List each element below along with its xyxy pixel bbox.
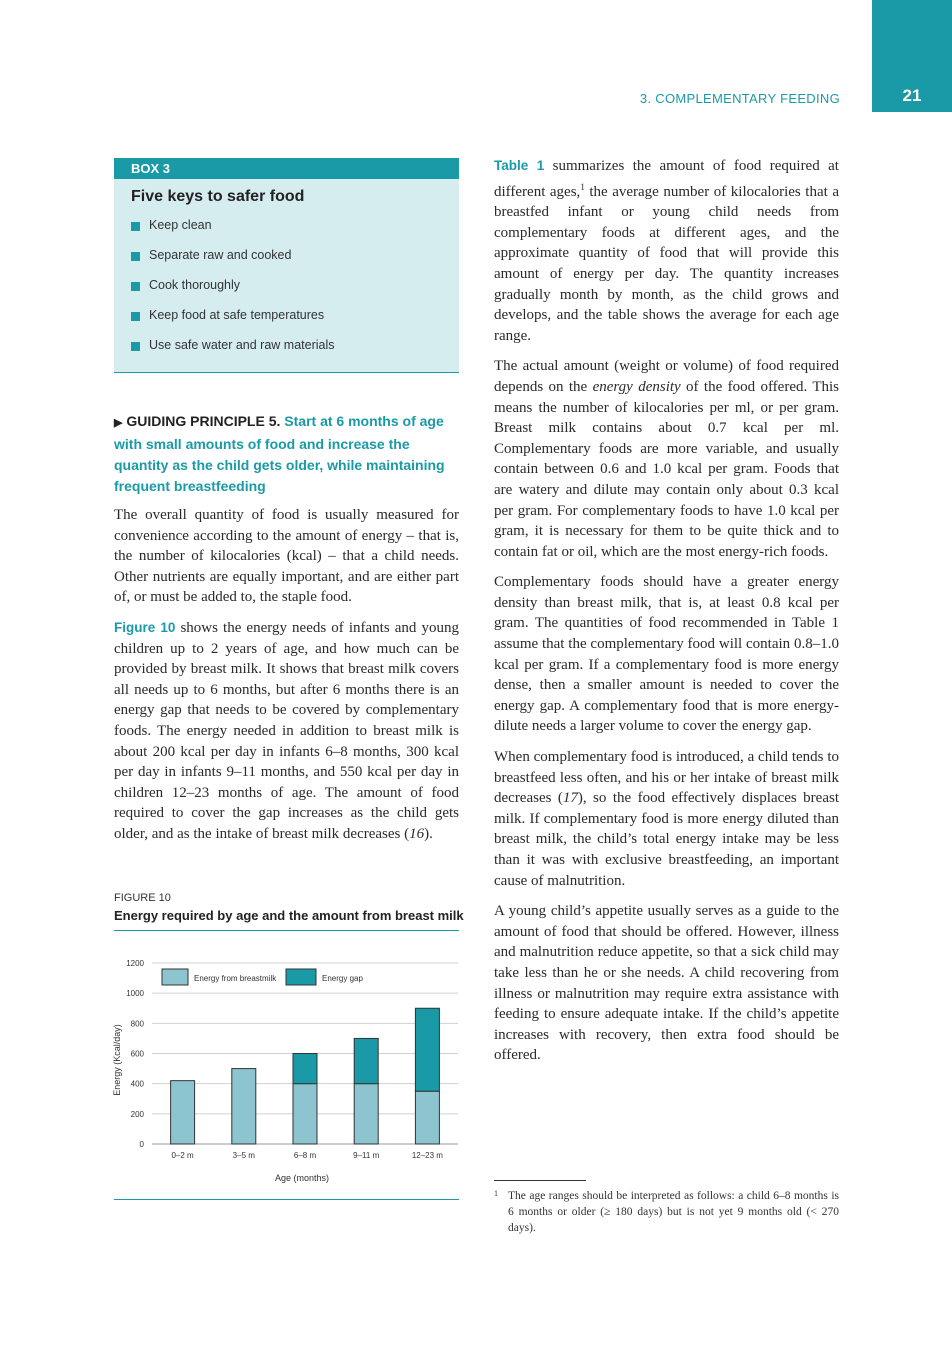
list-item [131,218,459,248]
bullet-square-icon [131,342,140,351]
running-head: 3. COMPLEMENTARY FEEDING [639,91,840,106]
list-item [131,308,459,338]
paragraph-text: summarizes the amount of food required at different ages, [494,158,839,200]
x-tick-label: 3–5 m [232,1151,255,1160]
bar-breastmilk [293,1084,317,1144]
bar-energy-gap [354,1038,378,1083]
energy-chart [106,940,466,1190]
paragraph-text: shows the energy needs of infants and young children up to 2 years of age, and how much can be provided by breast milk. It shows that breast milk covers all needs up to 6 months, but after 6 months there is an energy gap that needs to be covered by complementary foods. The energy needed in addition to breast milk is about 200 kcal per day in infants 6–8 months, 300 kcal per day in infants 9–11 months, and 550 kcal per day in children 12–23 months of age. The amount of food required to cover the gap increases as the child gets older, and as the intake of breast milk decreases ( [114,619,459,842]
bar-breastmilk [171,1081,195,1144]
paragraph-text: of the food offered. This means the number of kilocalories per ml, or per gram. Breast milk contains about 0.7 kcal per ml. Complementary foods are more variable, and usually contain between 0.6 and 1.0 kcal per gram. Foods that are watery and dilute may contain only about 0.3 kcal per gram. For complementary foods to have 1.0 kcal per gram, it is necessary for them to be quite thick and to contain fat or oil, which are the most energy-rich foods. [494,378,839,560]
bullet-square-icon [131,282,140,291]
paragraph-text: When complementary food is introduced, a child tends to breastfeed less often, and his or her intake of breast milk decreases ( [494,749,839,807]
bar-breastmilk [232,1069,256,1144]
chart-x-ticks [171,1151,443,1160]
list-item [131,278,459,308]
guiding-principle-heading [114,411,459,497]
figure-rule [114,930,459,931]
y-axis-label: Energy (Kcal/day) [112,1024,122,1096]
paragraph: A young child’s appetite usually serves as a guide to the amount of food that should be offered. However, illness and malnutrition reduce appetite, so that a sick child may take less than he or she needs. A child recovering from illness or malnutrition may require extra assistance with feeding to ensure adequate intake. If the child’s appetite increases with recovery, then extra food should be offered. [494,903,839,1064]
footnote-number: 1 [494,1189,498,1198]
paragraph [494,356,839,562]
paragraph [494,747,839,891]
list-item-text: Keep food at safe temperatures [149,308,325,322]
box-3 [114,158,459,373]
paragraph-text: the average number of kilocalories that a breastfed infant or young child needs from complementary foods at different ages, and the approximate quantity of food that will provide this amount of energy per day. The quantity increases gradually month by month, as the child grows and develops, and the table shows the average for each age range. [494,183,839,344]
list-item-text: Keep clean [149,218,212,232]
bar-energy-gap [415,1008,439,1091]
x-axis-label: Age (months) [274,1173,330,1183]
guiding-principle-lead: GUIDING PRINCIPLE 5. [126,413,281,429]
triangle-right-icon: ▶ [114,417,123,429]
y-tick-label: 400 [130,1079,144,1089]
paragraph [114,618,459,845]
legend-swatch [286,969,316,985]
y-tick-label: 200 [130,1109,144,1119]
y-tick-label: 600 [130,1049,144,1059]
paragraph [494,156,839,346]
list-item-text: Cook thoroughly [149,278,241,292]
x-tick-label: 9–11 m [353,1151,380,1160]
figure-label: FIGURE 10 [114,892,171,904]
table-reference-link[interactable]: Table 1 [494,158,545,173]
y-tick-label: 0 [139,1140,144,1149]
footnote [494,1188,839,1236]
figure-rule [114,1199,459,1200]
paragraph-text: ). [424,825,433,842]
figure-title: Energy required by age and the amount from breast milk [114,908,464,923]
bar-breastmilk [354,1084,378,1144]
chart-y-ticks [126,959,144,1149]
emphasis: energy density [592,378,681,395]
citation: 16 [409,825,425,842]
legend-swatch [162,969,188,985]
y-tick-label: 800 [130,1019,144,1029]
figure-reference-link[interactable]: Figure 10 [114,619,176,635]
legend-label: Energy gap [322,974,363,983]
x-tick-label: 0–2 m [171,1151,194,1160]
chart-bars [171,1008,440,1144]
bullet-square-icon [131,222,140,231]
bullet-square-icon [131,252,140,261]
bullet-square-icon [131,312,140,321]
chart-legend [162,969,363,985]
list-item [131,338,459,368]
list-item [131,248,459,278]
paragraph: The overall quantity of food is usually measured for convenience according to the amount of energy – that is, the number of kilocalories (kcal) – that a child needs. Other nutrients are equally important, and are either part of, or must be added to, the staple food. [114,507,459,606]
x-tick-label: 12–23 m [411,1151,443,1160]
guiding-principle-text: Start at 6 months of age with small amounts of food and increase the quantity as the child gets older, while maintaining frequent breastfeeding [114,413,445,494]
footnote-marker: 1 [580,181,585,192]
box-list [131,218,459,368]
right-column-text [494,156,839,1076]
page-number-tab [872,0,952,112]
legend-label: Energy from breastmilk [194,974,277,983]
y-tick-label: 1000 [126,989,144,999]
list-item-text: Separate raw and cooked [149,248,292,262]
bar-energy-gap [293,1054,317,1084]
paragraph: Complementary foods should have a greater energy density than breast milk, that is, at least 0.8 kcal per gram. The quantities of food recommended in Table 1 assume that the complementary food will contain 0.8–1.0 kcal per gram. If a complementary food is more energy dense, then a smaller amount is needed to cover the energy gap. A complementary food that is more energy-dilute needs a larger volume to cover the energy gap. [494,574,839,735]
page-number: 21 [902,86,922,105]
list-item-text: Use safe water and raw materials [149,338,335,352]
x-tick-label: 6–8 m [293,1151,317,1160]
left-column-text [114,505,459,855]
box-title: Five keys to safer food [131,188,305,205]
bar-breastmilk [415,1091,439,1144]
citation: 17 [562,790,578,807]
box-label: BOX 3 [114,158,459,179]
paragraph-text: The actual amount (weight or volume) of food required depends on the [494,358,839,395]
footnote-text: The age ranges should be interpreted as follows: a child 6–8 months is 6 months or older (≥ 180 days) but is not yet 9 months old (< 270 days). [508,1190,839,1234]
paragraph-text: ), so the food effectively displaces breast milk. If complementary food is more energy diluted than breast milk, the child’s total energy intake may be less than it was with exclusive breastfeeding, an important cause of malnutrition. [494,790,839,889]
footnote-rule [494,1180,586,1181]
y-tick-label: 1200 [126,959,144,968]
